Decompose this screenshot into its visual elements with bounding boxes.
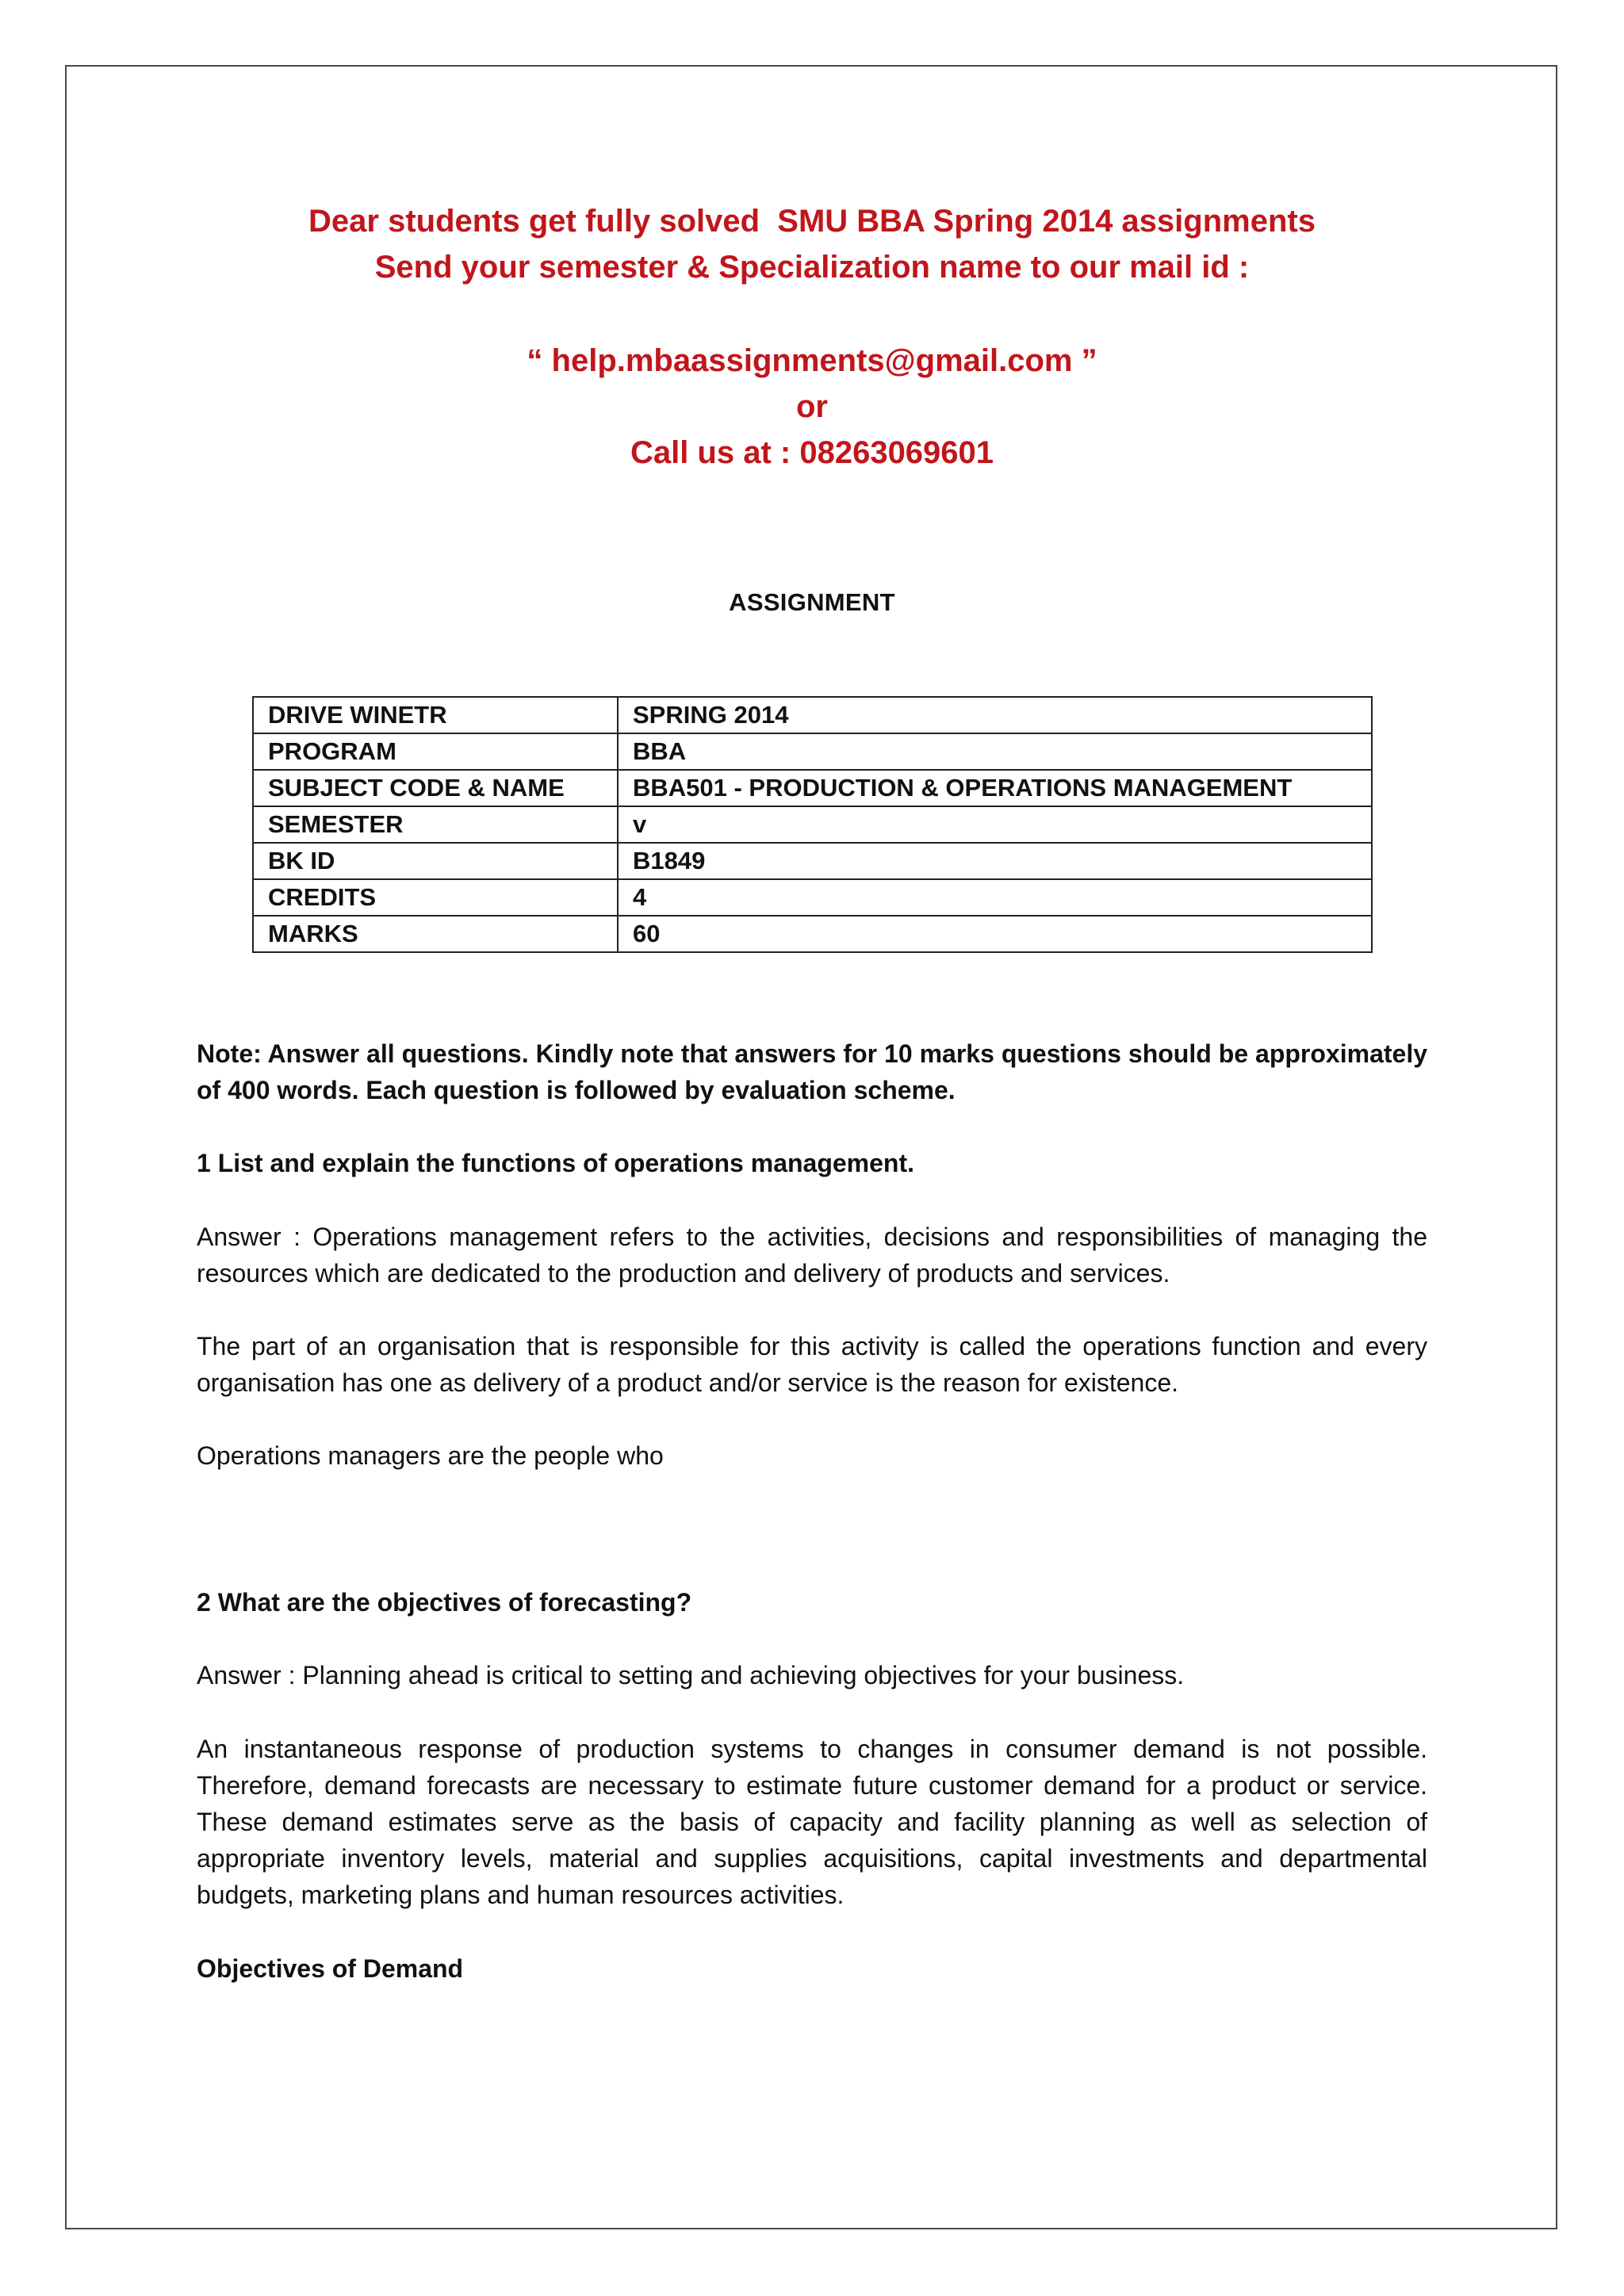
answer-1-paragraph-1: Answer : Operations management refers to the activities, decisions and responsibilities of managing the resources which are dedicated to the production and delivery of products and services. (197, 1223, 1427, 1288)
note-paragraph: Note: Answer all questions. Kindly note that answers for 10 marks questions should be approximately of 400 words. Each question is followed by evaluation scheme. (197, 1039, 1427, 1104)
promo-email: “ help.mbaassignments@gmail.com ” (527, 343, 1097, 378)
answer-2-paragraph-2: An instantaneous response of production systems to changes in consumer demand is not possible. Therefore, demand forecasts are necessary to estimate future customer demand for a product or service. These demand estimates serve as the basis of capacity and facility planning as well as selection of appropriate inventory levels, material and supplies acquisitions, capital investments and departmental budgets, marketing plans and human resources activities. (197, 1735, 1427, 1909)
table-row (253, 806, 1372, 843)
promo-contact (0, 338, 1624, 476)
assignment-info-table (252, 696, 1373, 953)
table-row (253, 697, 1372, 733)
row-value: 60 (618, 916, 1372, 952)
table-row (253, 879, 1372, 916)
table-row (253, 733, 1372, 770)
promo-or: or (796, 389, 828, 424)
question-2: 2 What are the objectives of forecasting? (197, 1588, 692, 1617)
row-value: v (618, 806, 1372, 843)
row-value: SPRING 2014 (618, 697, 1372, 733)
row-value: BBA (618, 733, 1372, 770)
row-label: CREDITS (253, 879, 618, 916)
row-label: DRIVE WINETR (253, 697, 618, 733)
promo-banner (0, 198, 1624, 290)
row-label: MARKS (253, 916, 618, 952)
table-row (253, 843, 1372, 879)
row-label: PROGRAM (253, 733, 618, 770)
answer-2-paragraph-1: Answer : Planning ahead is critical to setting and achieving objectives for your business. (197, 1661, 1185, 1689)
promo-phone: Call us at : 08263069601 (630, 435, 994, 470)
assignment-heading: ASSIGNMENT (729, 588, 895, 616)
question-1: 1 List and explain the functions of operations management. (197, 1149, 915, 1177)
answer-1-paragraph-2: The part of an organisation that is responsible for this activity is called the operations function and every organisation has one as delivery of a product and/or service is the reason for existence. (197, 1332, 1427, 1397)
row-value: 4 (618, 879, 1372, 916)
table-row (253, 770, 1372, 806)
row-label: BK ID (253, 843, 618, 879)
row-value: BBA501 - PRODUCTION & OPERATIONS MANAGEMENT (618, 770, 1372, 806)
table-row (253, 916, 1372, 952)
promo-line-1: Dear students get fully solved SMU BBA Spring 2014 assignments (308, 204, 1316, 239)
row-label: SEMESTER (253, 806, 618, 843)
objectives-subheading: Objectives of Demand (197, 1954, 464, 1983)
row-value: B1849 (618, 843, 1372, 879)
answer-1-paragraph-3: Operations managers are the people who (197, 1441, 664, 1470)
promo-line-2: Send your semester & Specialization name to our mail id : (374, 250, 1250, 285)
row-label: SUBJECT CODE & NAME (253, 770, 618, 806)
